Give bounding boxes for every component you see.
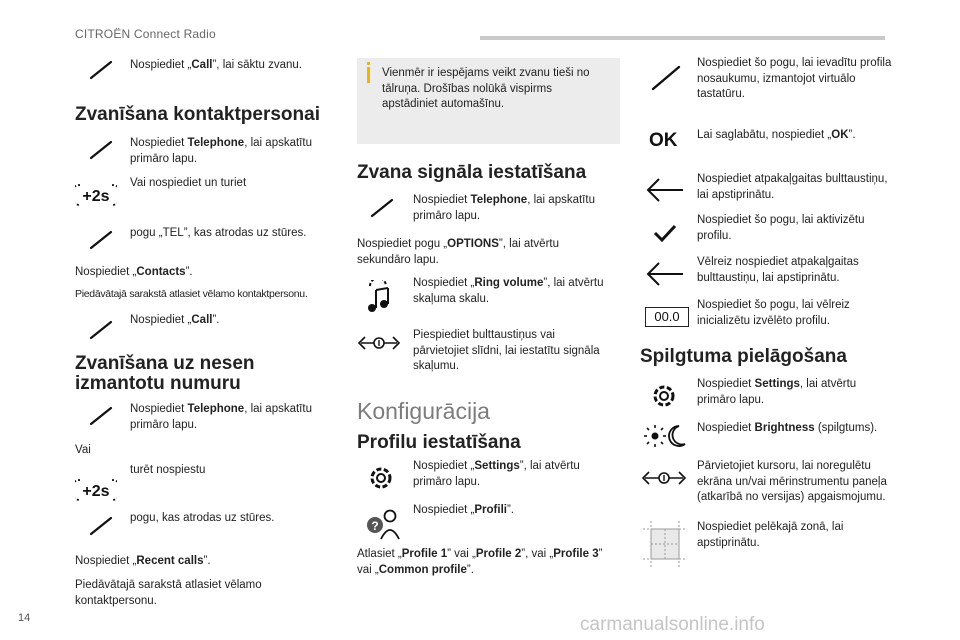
- heading-ring-settings: Zvana signāla iestatīšana: [357, 162, 587, 183]
- profile-name-instruction: Nospiediet šo pogu, lai ievadītu profila nosaukumu, izmantojot virtuālo tastatūru.: [697, 57, 892, 100]
- slider-icon: [357, 333, 401, 353]
- svg-text:?: ?: [371, 519, 379, 533]
- or-text: Vai: [75, 444, 91, 456]
- svg-text:+2s: +2s: [82, 483, 110, 500]
- select-profile-instruction: Atlasiet „Profile 1” vai „Profile 2”, vai „Profile 3” vai „Common profile”.: [357, 548, 603, 576]
- plus-2s-icon: [75, 182, 117, 208]
- pencil-icon: [87, 228, 115, 252]
- back2-instruction: Vēlreiz nospiediet atpakaļgaitas bulttaustiņu, lai apstiprinātu.: [697, 256, 859, 284]
- brightness-icon: [643, 423, 687, 449]
- keep-pressed-text: turēt nospiestu: [130, 464, 206, 476]
- pencil-icon: [648, 62, 684, 94]
- profile-user-icon: [362, 507, 402, 541]
- watermark: carmanualsonline.info: [580, 614, 765, 635]
- pencil-icon: [87, 404, 115, 428]
- ok-icon: OK: [649, 130, 678, 151]
- heading-configuration: Konfigurācija: [357, 398, 490, 424]
- pencil-icon: [87, 514, 115, 538]
- pencil-icon: [87, 58, 115, 82]
- page-number: 14: [18, 612, 31, 624]
- wheel-button-text: pogu, kas atrodas uz stūres.: [130, 512, 275, 524]
- slider-instruction: Piespiediet bulttaustiņus vai pārvietojiet slīdni, lai iestatītu signāla skaļumu.: [413, 329, 600, 372]
- info-icon-dot: [367, 62, 370, 65]
- telephone2-instruction: Nospiediet Telephone, lai apskatītu primāro lapu.: [130, 403, 312, 431]
- activate-instruction: Nospiediet šo pogu, lai aktivizētu profilu.: [697, 214, 865, 242]
- profili-instruction: Nospiediet „Profili”.: [413, 504, 514, 516]
- pencil-icon: [368, 196, 396, 220]
- header-title: CITROËN Connect Radio: [75, 27, 216, 41]
- contacts-instruction: Nospiediet „Contacts”.: [75, 266, 193, 278]
- call2-instruction: Nospiediet „Call”.: [130, 314, 220, 326]
- recent-calls-instruction: Nospiediet „Recent calls”.: [75, 555, 211, 567]
- reset-instruction: Nospiediet šo pogu, lai vēlreiz inicializētu izvēlēto profilu.: [697, 299, 850, 327]
- settings-gear-icon: [649, 381, 679, 411]
- grey-zone-instruction: Nospiediet pelēkajā zonā, lai apstiprinātu.: [697, 521, 844, 549]
- brightness-instruction: Nospiediet Brightness (spilgtums).: [697, 422, 878, 434]
- heading-brightness: Spilgtuma pielāgošana: [640, 346, 847, 367]
- header-divider: [480, 36, 885, 40]
- call-instruction: Nospiediet „Call”, lai sāktu zvanu.: [130, 59, 302, 71]
- cursor-instruction: Pārvietojiet kursoru, lai noregulētu ekrāna un/vai mērinstrumentu paneļa (atkarībā no versijas) apgaismojumu.: [697, 460, 887, 503]
- heading-recent-1: Zvanīšana uz nesen: [75, 353, 255, 374]
- back-instruction: Nospiediet atpakaļgaitas bulttaustiņu, lai apstiprinātu.: [697, 173, 888, 201]
- choose-contact-text: Piedāvātajā sarakstā atlasiet vēlamo kontaktpersonu.: [75, 288, 308, 300]
- hold-instruction: Vai nospiediet un turiet: [130, 177, 247, 189]
- profiles-settings-instruction: Nospiediet „Settings”, lai atvērtu primāro lapu.: [413, 460, 580, 488]
- info-note-text: Vienmēr ir iespējams veikt zvanu tieši no tālruņa. Drošības nolūkā vispirms apstādiniet automašīnu.: [382, 67, 590, 110]
- back-arrow-icon: [645, 177, 685, 203]
- pencil-icon: [87, 138, 115, 162]
- svg-text:+2s: +2s: [82, 188, 110, 205]
- heading-profiles: Profilu iestatīšana: [357, 432, 521, 453]
- choose-contact2-text: Piedāvātajā sarakstā atlasiet vēlamo kontaktpersonu.: [75, 579, 262, 607]
- info-icon: [367, 67, 370, 83]
- ok-instruction: Lai saglabātu, nospiediet „OK”.: [697, 129, 856, 141]
- telephone-instruction: Nospiediet Telephone, lai apskatītu primāro lapu.: [130, 137, 312, 165]
- plus-2s-icon: [75, 477, 117, 503]
- options-instruction: Nospiediet pogu „OPTIONS”, lai atvērtu sekundāro lapu.: [357, 238, 559, 266]
- reset-profile-icon: 00.0: [645, 307, 689, 327]
- slider-icon: [641, 468, 687, 488]
- settings-gear-icon: [366, 463, 396, 493]
- pencil-icon: [87, 318, 115, 342]
- ring-volume-instruction: Nospiediet „Ring volume”, lai atvērtu skaļuma skalu.: [413, 277, 604, 305]
- ring-telephone-instruction: Nospiediet Telephone, lai apskatītu primāro lapu.: [413, 194, 595, 222]
- heading-recent-2: izmantotu numuru: [75, 373, 241, 394]
- heading-call-contact: Zvanīšana kontaktpersonai: [75, 104, 320, 125]
- brightness-settings-instruction: Nospiediet Settings, lai atvērtu primāro lapu.: [697, 378, 857, 406]
- music-gear-icon: [362, 280, 400, 314]
- checkmark-icon: [652, 222, 678, 244]
- back-arrow-icon: [645, 261, 685, 287]
- tel-button-text: pogu „TEL”, kas atrodas uz stūres.: [130, 227, 307, 239]
- grey-zone-icon: [643, 521, 687, 567]
